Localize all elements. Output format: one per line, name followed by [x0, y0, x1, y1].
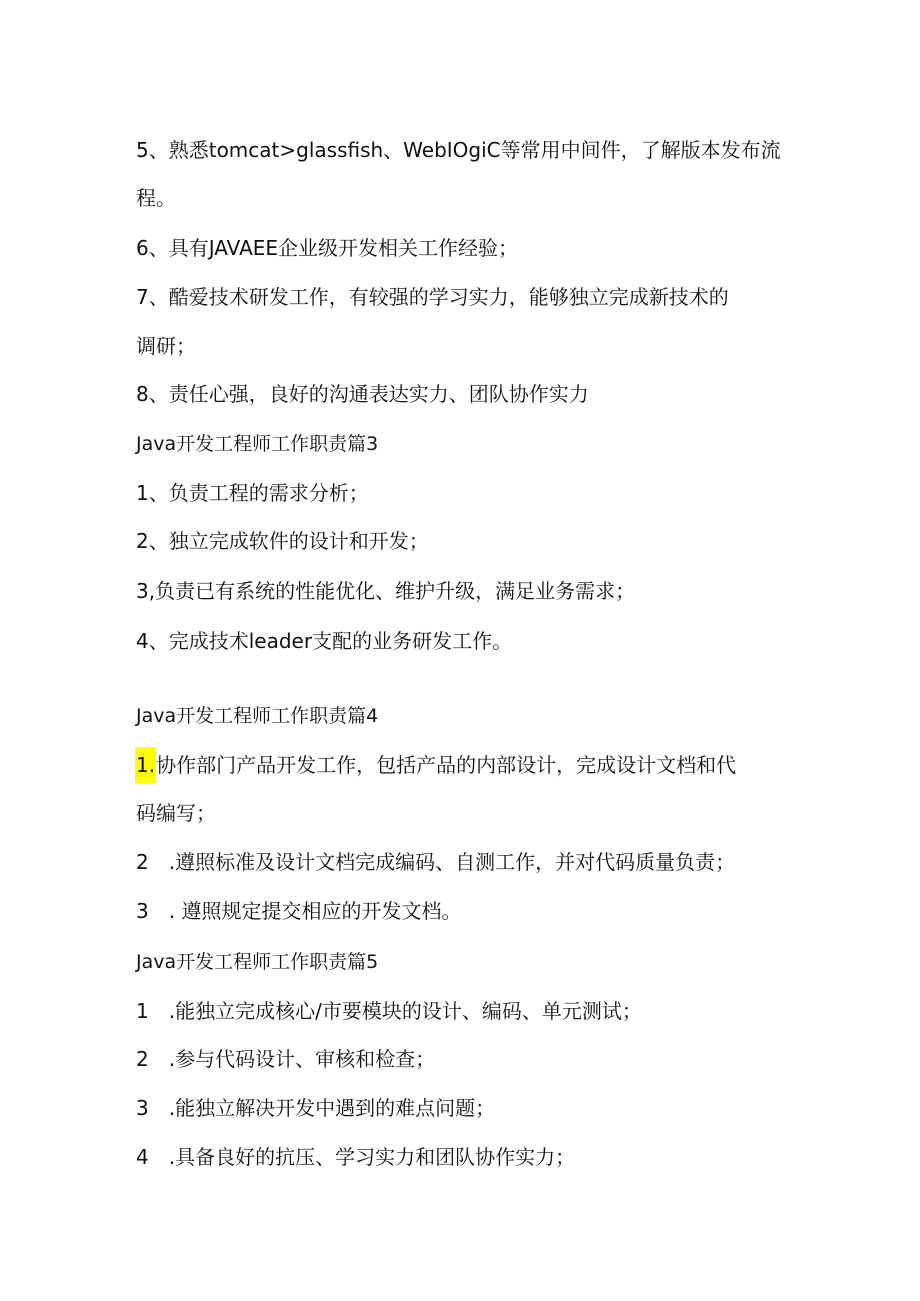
- paragraph-line: 7、酷爱技术研发工作，有较强的学习实力，能够独立完成新技术的: [136, 285, 729, 309]
- paragraph-line: 1 .能独立完成核心/市要模块的设计、编码、单元测试；: [136, 999, 642, 1023]
- paragraph-line: 8、责任心强，良好的沟通表达实力、团队协作实力: [136, 382, 589, 406]
- section-heading: Java开发工程师工作职责篇4: [136, 705, 379, 727]
- paragraph-line: 1、负责工程的需求分析；: [136, 481, 369, 505]
- section-heading: Java开发工程师工作职责篇3: [136, 433, 379, 455]
- paragraph-line: 6、具有JAVAEE企业级开发相关工作经验；: [136, 236, 519, 260]
- paragraph-line: 2 .遵照标准及设计文档完成编码、自测工作，并对代码质量负责；: [136, 850, 736, 874]
- paragraph-line: 3 .能独立解决开发中遇到的难点问题；: [136, 1096, 496, 1120]
- paragraph-line: 5、熟悉tomcat>glassfish、WebIOgiC等常用中间件，了解版本发布流: [136, 138, 781, 162]
- paragraph-line: [136, 753, 796, 777]
- section-heading: Java开发工程师工作职责篇5: [136, 951, 379, 973]
- paragraph-line: 4、完成技术leader支配的业务研发工作。: [136, 629, 513, 653]
- paragraph-line: 3 . 遵照规定提交相应的开发文档。: [136, 899, 462, 923]
- highlighted-list-marker: 1.: [135, 747, 156, 783]
- paragraph-line: 2 .参与代码设计、审核和检查；: [136, 1047, 436, 1071]
- paragraph-line: 3,负责已有系统的性能优化、维护升级，满足业务需求；: [136, 579, 636, 603]
- paragraph-line: 4 .具备良好的抗压、学习实力和团队协作实力；: [136, 1145, 576, 1169]
- paragraph-line: 调研；: [136, 334, 196, 358]
- paragraph-line: 码编写；: [136, 801, 216, 825]
- paragraph-line: 2、独立完成软件的设计和开发；: [136, 529, 429, 553]
- paragraph-line: 程。: [136, 186, 176, 210]
- paragraph-text: 协作部门产品开发工作，包括产品的内部设计，完成设计文档和代: [156, 753, 737, 777]
